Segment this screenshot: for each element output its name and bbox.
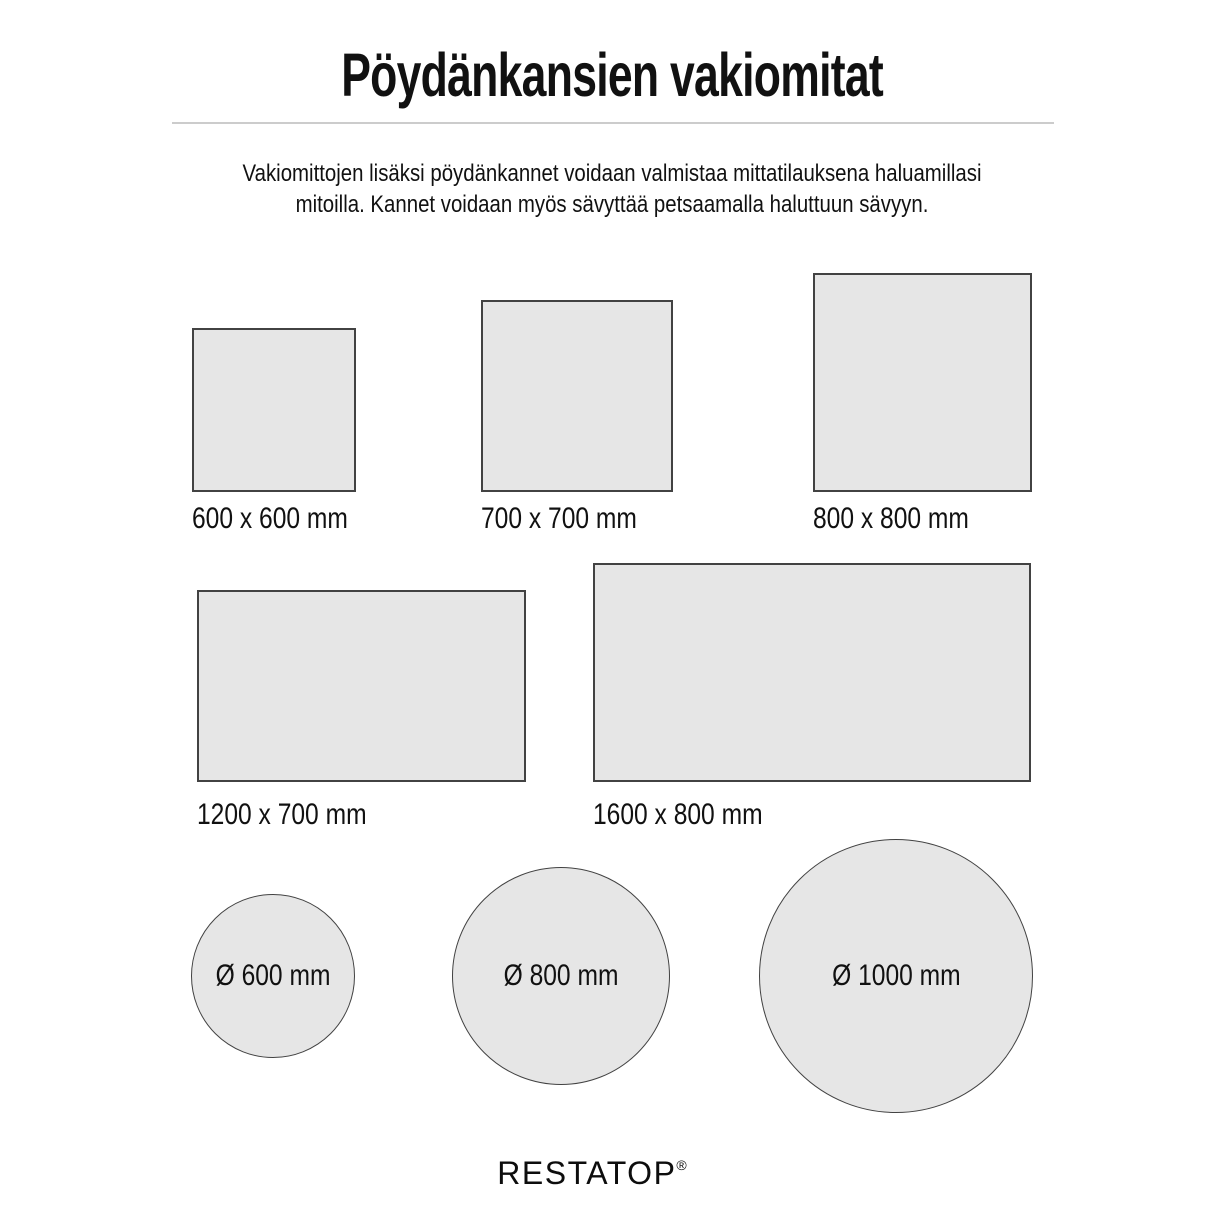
square-700x700 xyxy=(481,300,673,492)
circle-600-label: Ø 600 mm xyxy=(215,959,331,992)
circle-800-label: Ø 800 mm xyxy=(503,959,619,992)
description-line-2: mitoilla. Kannet voidaan myös sävyttää petsaamalla haluttuun sävyyn. xyxy=(295,191,929,218)
square-600x600-label: 600 x 600 mm xyxy=(192,502,348,535)
brand-logo-text: RESTATOP xyxy=(497,1155,677,1191)
rectangle-1600x800 xyxy=(593,563,1031,782)
page-title-text: Pöydänkansien vakiomitat xyxy=(341,41,883,109)
circle-1000 xyxy=(759,839,1033,1113)
description xyxy=(0,158,1224,220)
rectangle-1200x700-label: 1200 x 700 mm xyxy=(197,798,367,831)
description-line-1: Vakiomittojen lisäksi pöydänkannet voidaan valmistaa mittatilauksena haluamillasi xyxy=(242,160,982,187)
brand-logo xyxy=(497,1149,686,1189)
title-divider-line xyxy=(172,122,1054,124)
registered-trademark-symbol: ® xyxy=(676,1157,687,1173)
square-800x800-label: 800 x 800 mm xyxy=(813,502,969,535)
circle-600 xyxy=(191,894,355,1058)
rectangle-1600x800-label: 1600 x 800 mm xyxy=(593,798,763,831)
square-700x700-label: 700 x 700 mm xyxy=(481,502,637,535)
circle-800 xyxy=(452,867,670,1085)
rectangle-1200x700 xyxy=(197,590,526,782)
page-title xyxy=(0,40,1224,110)
circle-1000-label: Ø 1000 mm xyxy=(831,959,961,992)
square-600x600 xyxy=(192,328,356,492)
square-800x800 xyxy=(813,273,1032,492)
